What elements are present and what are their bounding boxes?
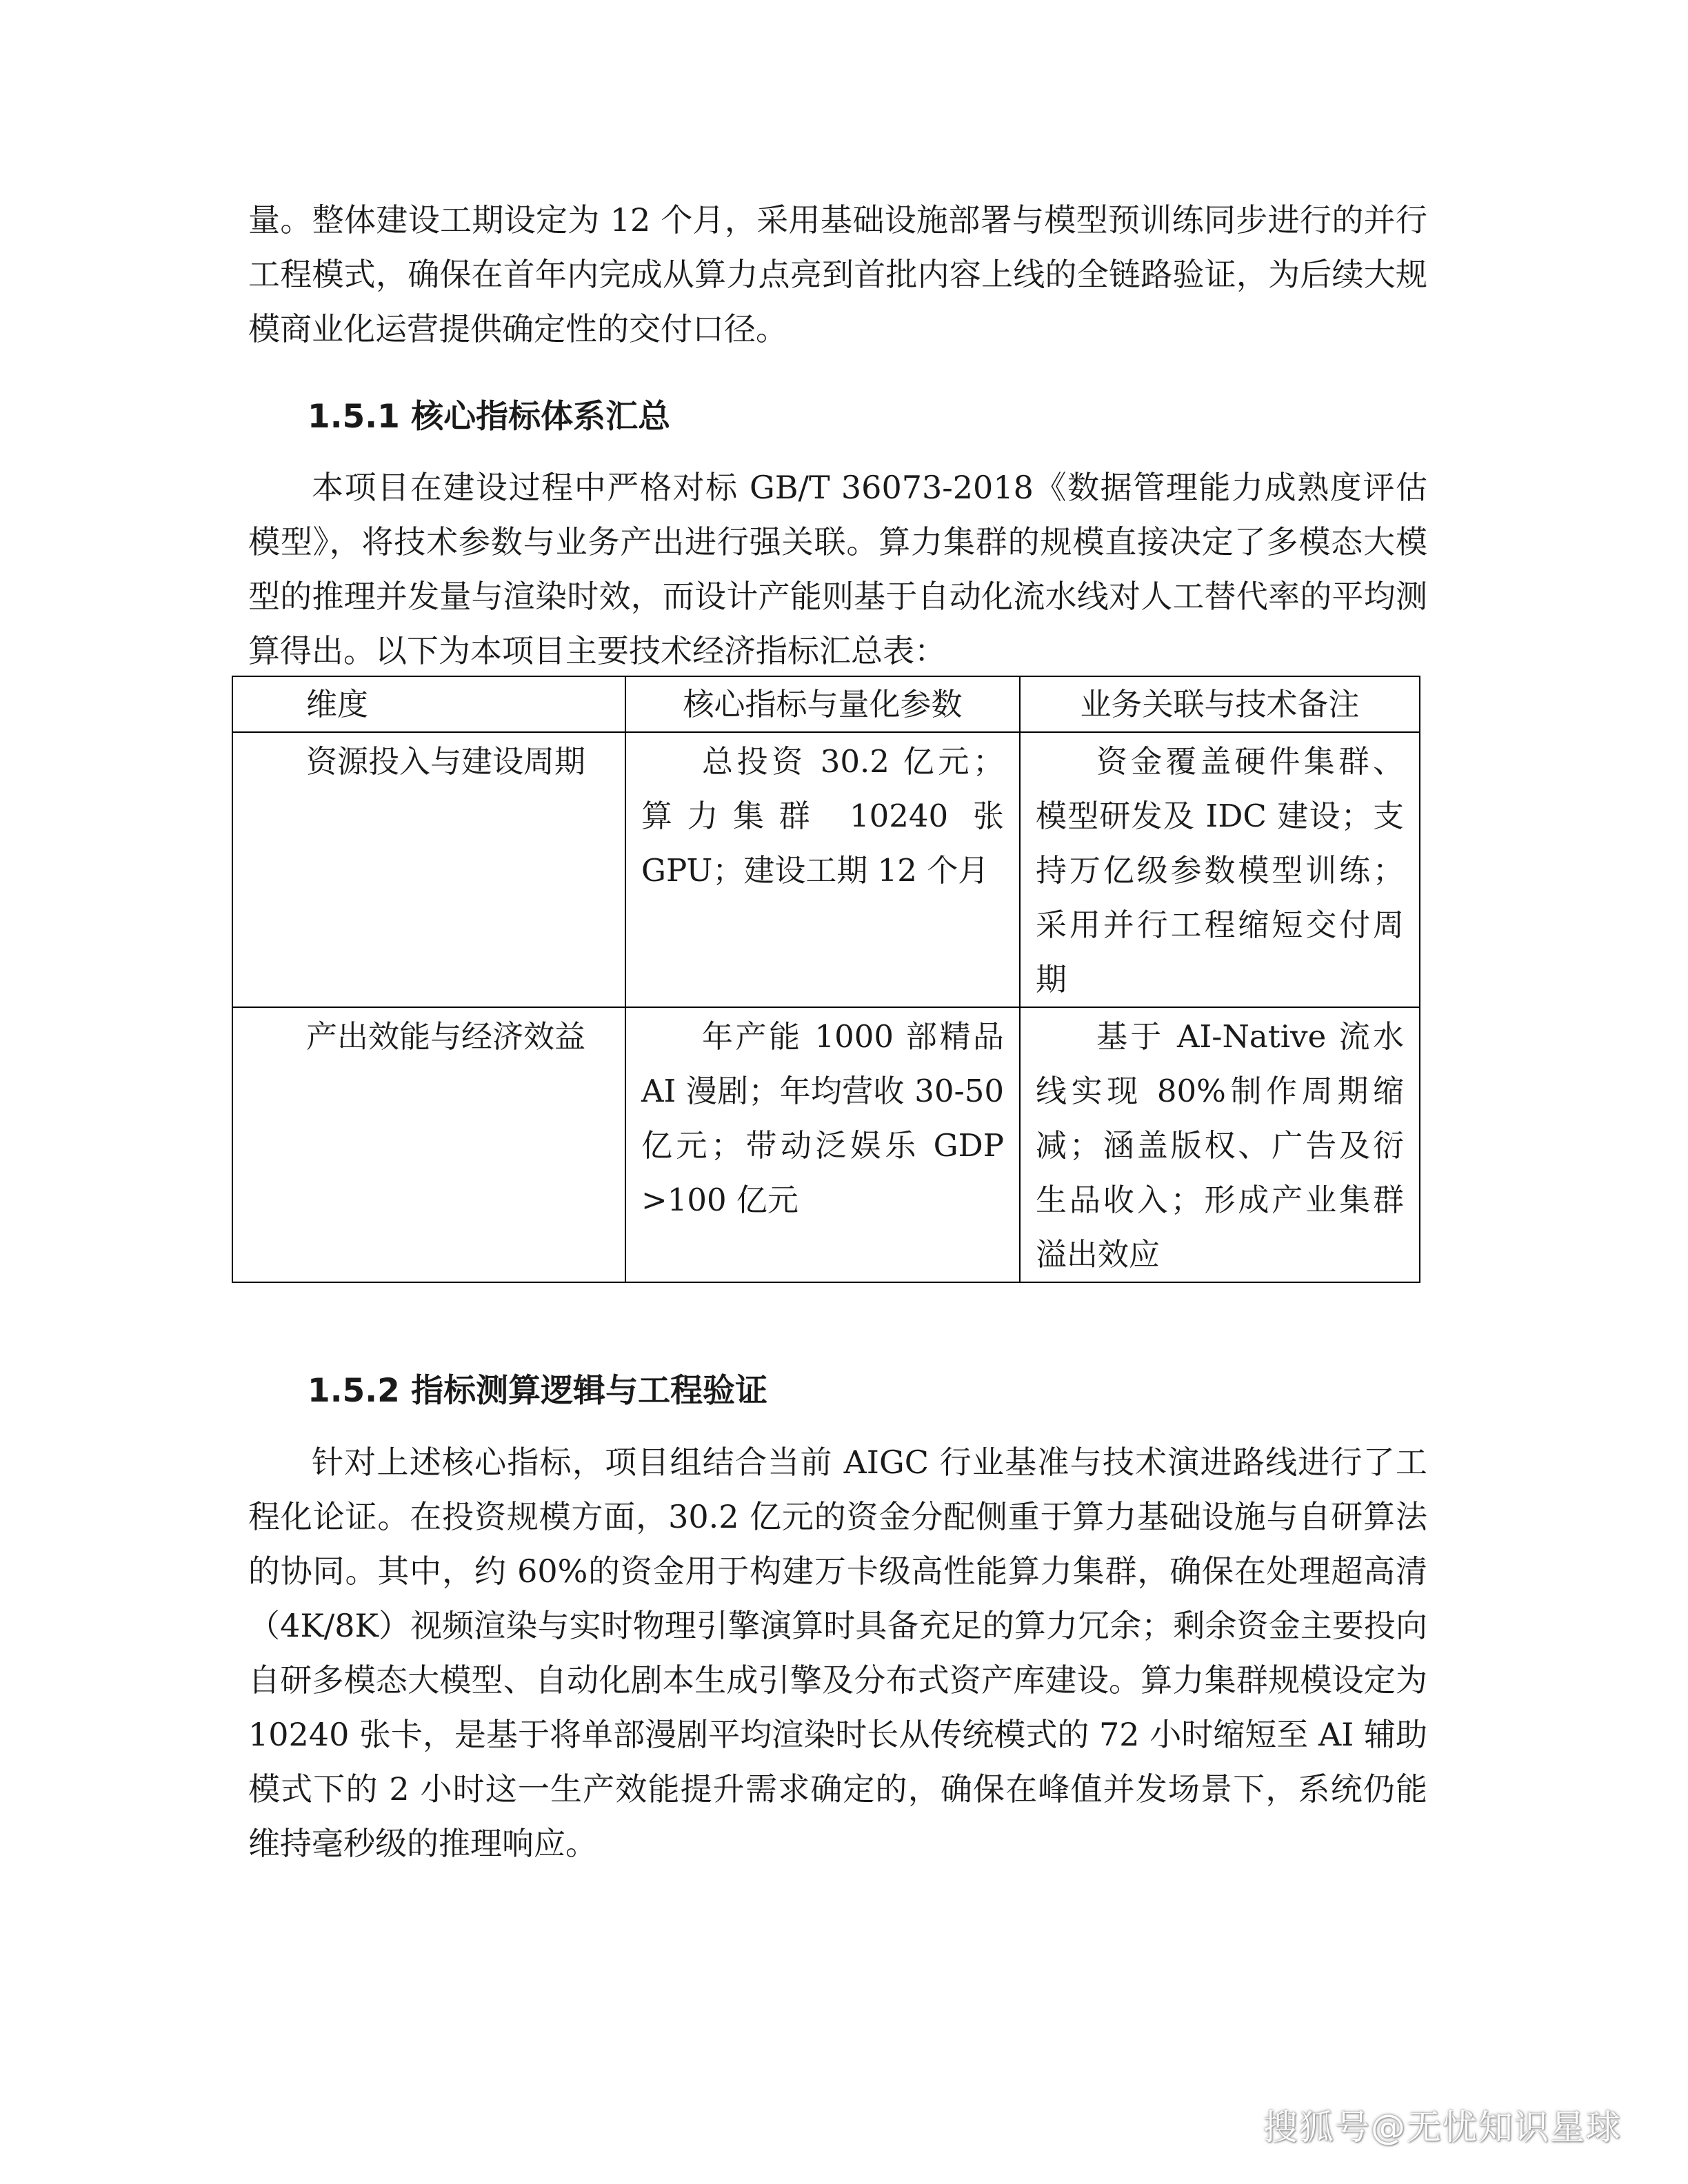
table-cell-notes: 基于 AI-Native 流水线实现 80%制作周期缩减；涵盖版权、广告及衍生品收入；形成产业集群溢出效应 bbox=[1020, 1007, 1420, 1282]
section-1-paragraph: 本项目在建设过程中严格对标 GB/T 36073-2018《数据管理能力成熟度评估模型》，将技术参数与业务产出进行强关联。算力集群的规模直接决定了多模态大模型的推理并发量与渲染时效，而设计产能则基于自动化流水线对人工替代率的平均测算得出。以下为本项目主要技术经济指标汇总表： bbox=[248, 469, 1427, 669]
table-header-notes: 业务关联与技术备注 bbox=[1020, 676, 1420, 732]
metrics-summary-table bbox=[232, 676, 1420, 1283]
section-heading-1-5-1: 1.5.1 核心指标体系汇总 bbox=[308, 398, 671, 436]
table-cell-dimension: 产出效能与经济效益 bbox=[232, 1007, 625, 1282]
table-cell-metrics: 年产能 1000 部精品 AI 漫剧；年均营收 30-50 亿元；带动泛娱乐 GDP >100 亿元 bbox=[625, 1007, 1020, 1282]
table-header-metrics: 核心指标与量化参数 bbox=[625, 676, 1020, 732]
section-2-paragraph: 针对上述核心指标，项目组结合当前 AIGC 行业基准与技术演进路线进行了工程化论证。在投资规模方面，30.2 亿元的资金分配侧重于算力基础设施与自研算法的协同。其中，约 60%的资金用于构建万卡级高性能算力集群，确保在处理超高清（4K/8K）视频渲染与实时物理引擎演算时具备充足的算力冗余；剩余资金主要投向自研多模态大模型、自动化剧本生成引擎及分布式资产库建设。算力集群规模设定为 10240 张卡，是基于将单部漫剧平均渲染时长从传统模式的 72 小时缩短至 AI 辅助模式下的 2 小时这一生产效能提升需求确定的，确保在峰值并发场景下，系统仍能维持毫秒级的推理响应。 bbox=[248, 1444, 1427, 1862]
table-header-row bbox=[232, 676, 1420, 732]
intro-paragraph: 量。整体建设工期设定为 12 个月，采用基础设施部署与模型预训练同步进行的并行工程模式，确保在首年内完成从算力点亮到首批内容上线的全链路验证，为后续大规模商业化运营提供确定性的交付口径。 bbox=[248, 201, 1427, 347]
sohu-watermark: 搜狐号@无忧知识星球 bbox=[1263, 2107, 1622, 2147]
table-cell-notes: 资金覆盖硬件集群、模型研发及 IDC 建设；支持万亿级参数模型训练；采用并行工程缩短交付周期 bbox=[1020, 732, 1420, 1007]
table-row bbox=[232, 732, 1420, 1007]
table-cell-metrics: 总投资 30.2 亿元；算力集群 10240 张 GPU；建设工期 12 个月 bbox=[625, 732, 1020, 1007]
table-row bbox=[232, 1007, 1420, 1282]
table-header-dimension: 维度 bbox=[232, 676, 625, 732]
table-cell-dimension: 资源投入与建设周期 bbox=[232, 732, 625, 1007]
section-heading-1-5-2: 1.5.2 指标测算逻辑与工程验证 bbox=[308, 1372, 768, 1410]
